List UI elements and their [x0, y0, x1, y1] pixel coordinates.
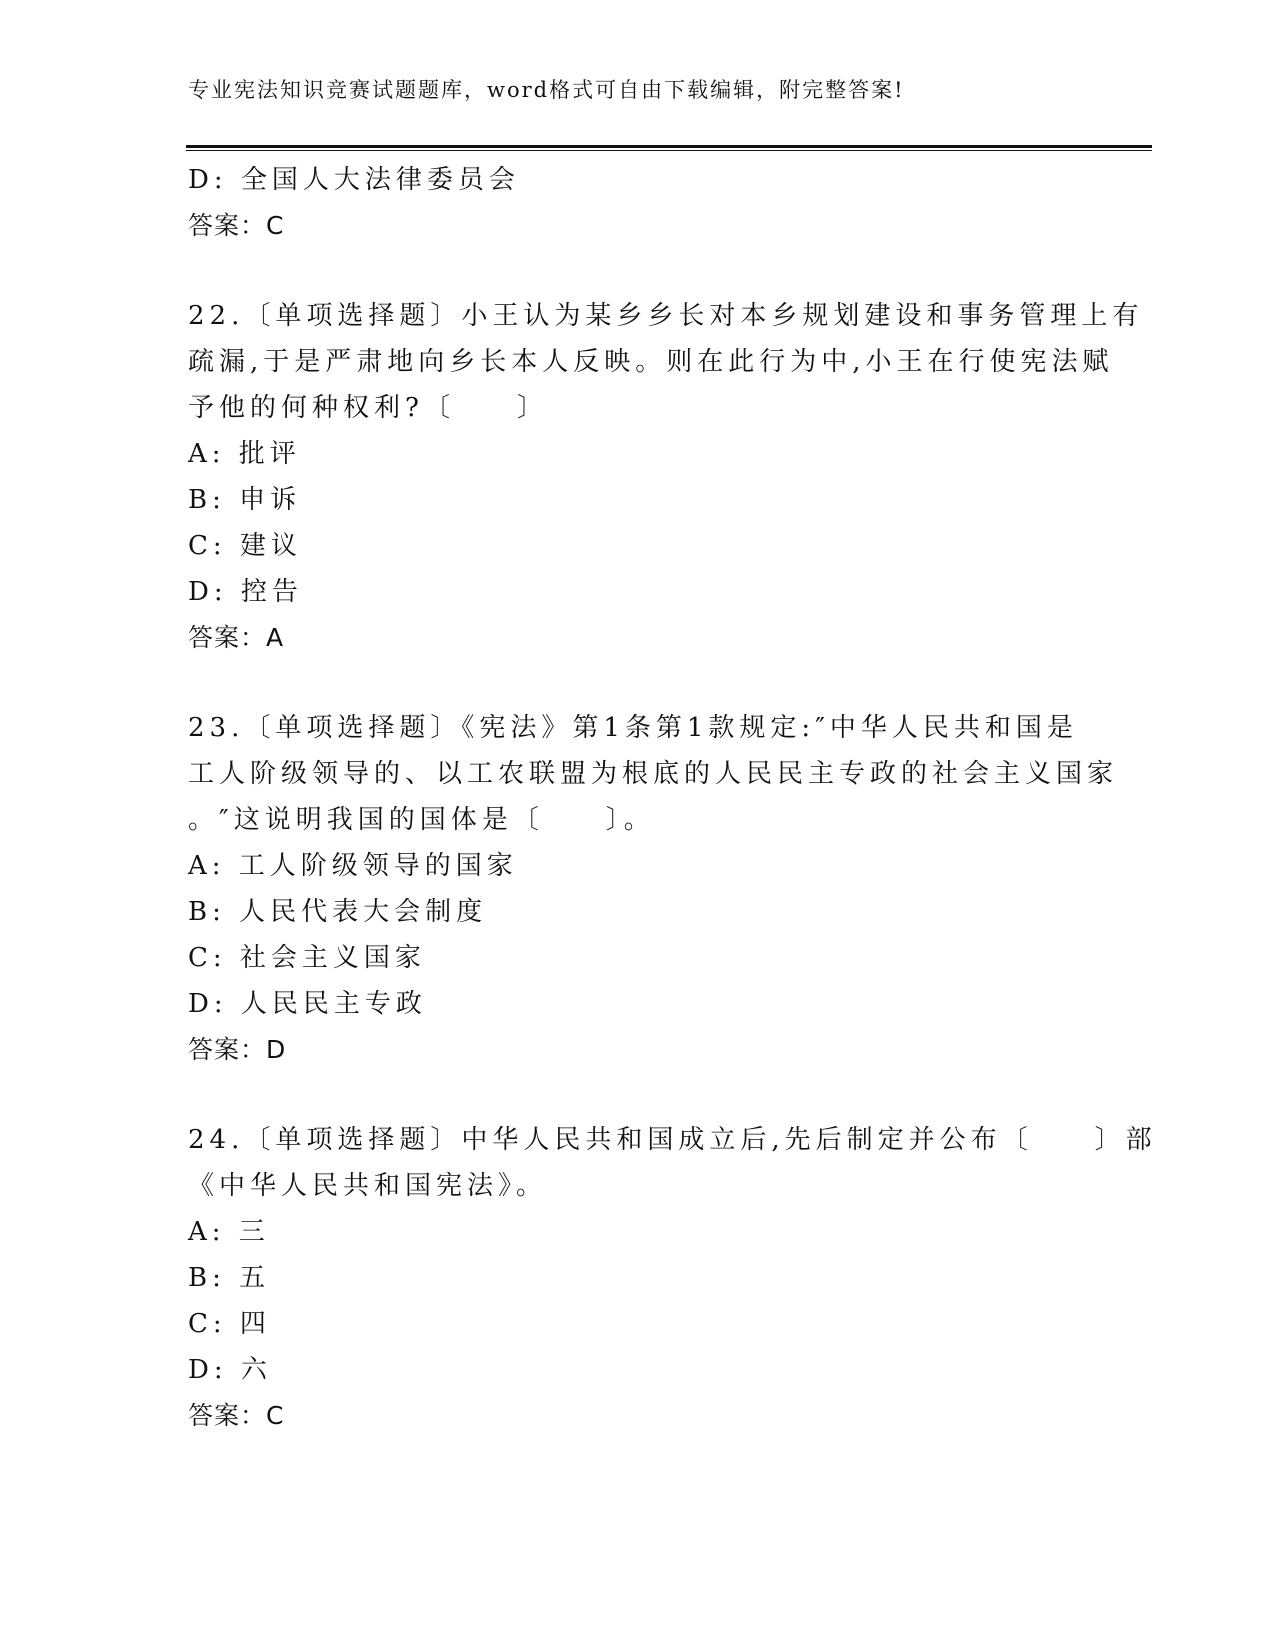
- question-line: 24.〔单项选择题〕中华人民共和国成立后,先后制定并公布〔 〕部: [188, 1125, 1157, 1155]
- option-d: D: 控告: [188, 577, 303, 607]
- question-24: [188, 1117, 1157, 1439]
- option-d: D: 人民民主专政: [188, 989, 427, 1019]
- option-a: A: 工人阶级领导的国家: [188, 851, 518, 881]
- option-c: C: 建议: [188, 531, 302, 561]
- question-content: [188, 157, 1157, 1439]
- prev-option-d: D: 全国人大法律委员会: [188, 165, 520, 195]
- question-line: 工人阶级领导的、以工农联盟为根底的人民民主专政的社会主义国家: [188, 759, 1119, 789]
- question-line: 疏漏,于是严肃地向乡长本人反映。则在此行为中,小王在行使宪法赋: [188, 347, 1114, 377]
- question-line: 22.〔单项选择题〕小王认为某乡乡长对本乡规划建设和事务管理上有: [188, 301, 1144, 331]
- option-b: B: 五: [188, 1263, 271, 1293]
- spacer: [188, 661, 1088, 705]
- spacer: [188, 1073, 1088, 1117]
- prev-answer: 答案：C: [188, 211, 285, 240]
- option-b: B: 人民代表大会制度: [188, 897, 488, 927]
- spacer: [188, 249, 1088, 293]
- option-b: B: 申诉: [188, 485, 302, 515]
- option-a: A: 批评: [188, 439, 301, 469]
- header-rule-thick: [186, 145, 1152, 148]
- option-c: C: 社会主义国家: [188, 943, 426, 973]
- answer: 答案：C: [188, 1401, 285, 1430]
- option-a: A: 三: [188, 1217, 270, 1247]
- question-line: 予他的何种权利?〔 〕: [188, 393, 548, 423]
- answer: 答案：D: [188, 1035, 287, 1064]
- question-23: [188, 705, 1119, 1073]
- option-c: C: 四: [188, 1309, 271, 1339]
- answer: 答案：A: [188, 623, 285, 652]
- question-line: 。″这说明我国的国体是〔 〕。: [188, 805, 655, 835]
- page-header: 专业宪法知识竞赛试题题库，word格式可自由下载编辑，附完整答案!: [188, 78, 905, 102]
- question-22: [188, 293, 1144, 661]
- question-line: 《中华人民共和国宪法》。: [188, 1171, 548, 1201]
- header-rule-thin: [186, 150, 1152, 151]
- option-d: D: 六: [188, 1355, 272, 1385]
- question-line: 23.〔单项选择题〕《宪法》第1条第1款规定:″中华人民共和国是: [188, 713, 1078, 743]
